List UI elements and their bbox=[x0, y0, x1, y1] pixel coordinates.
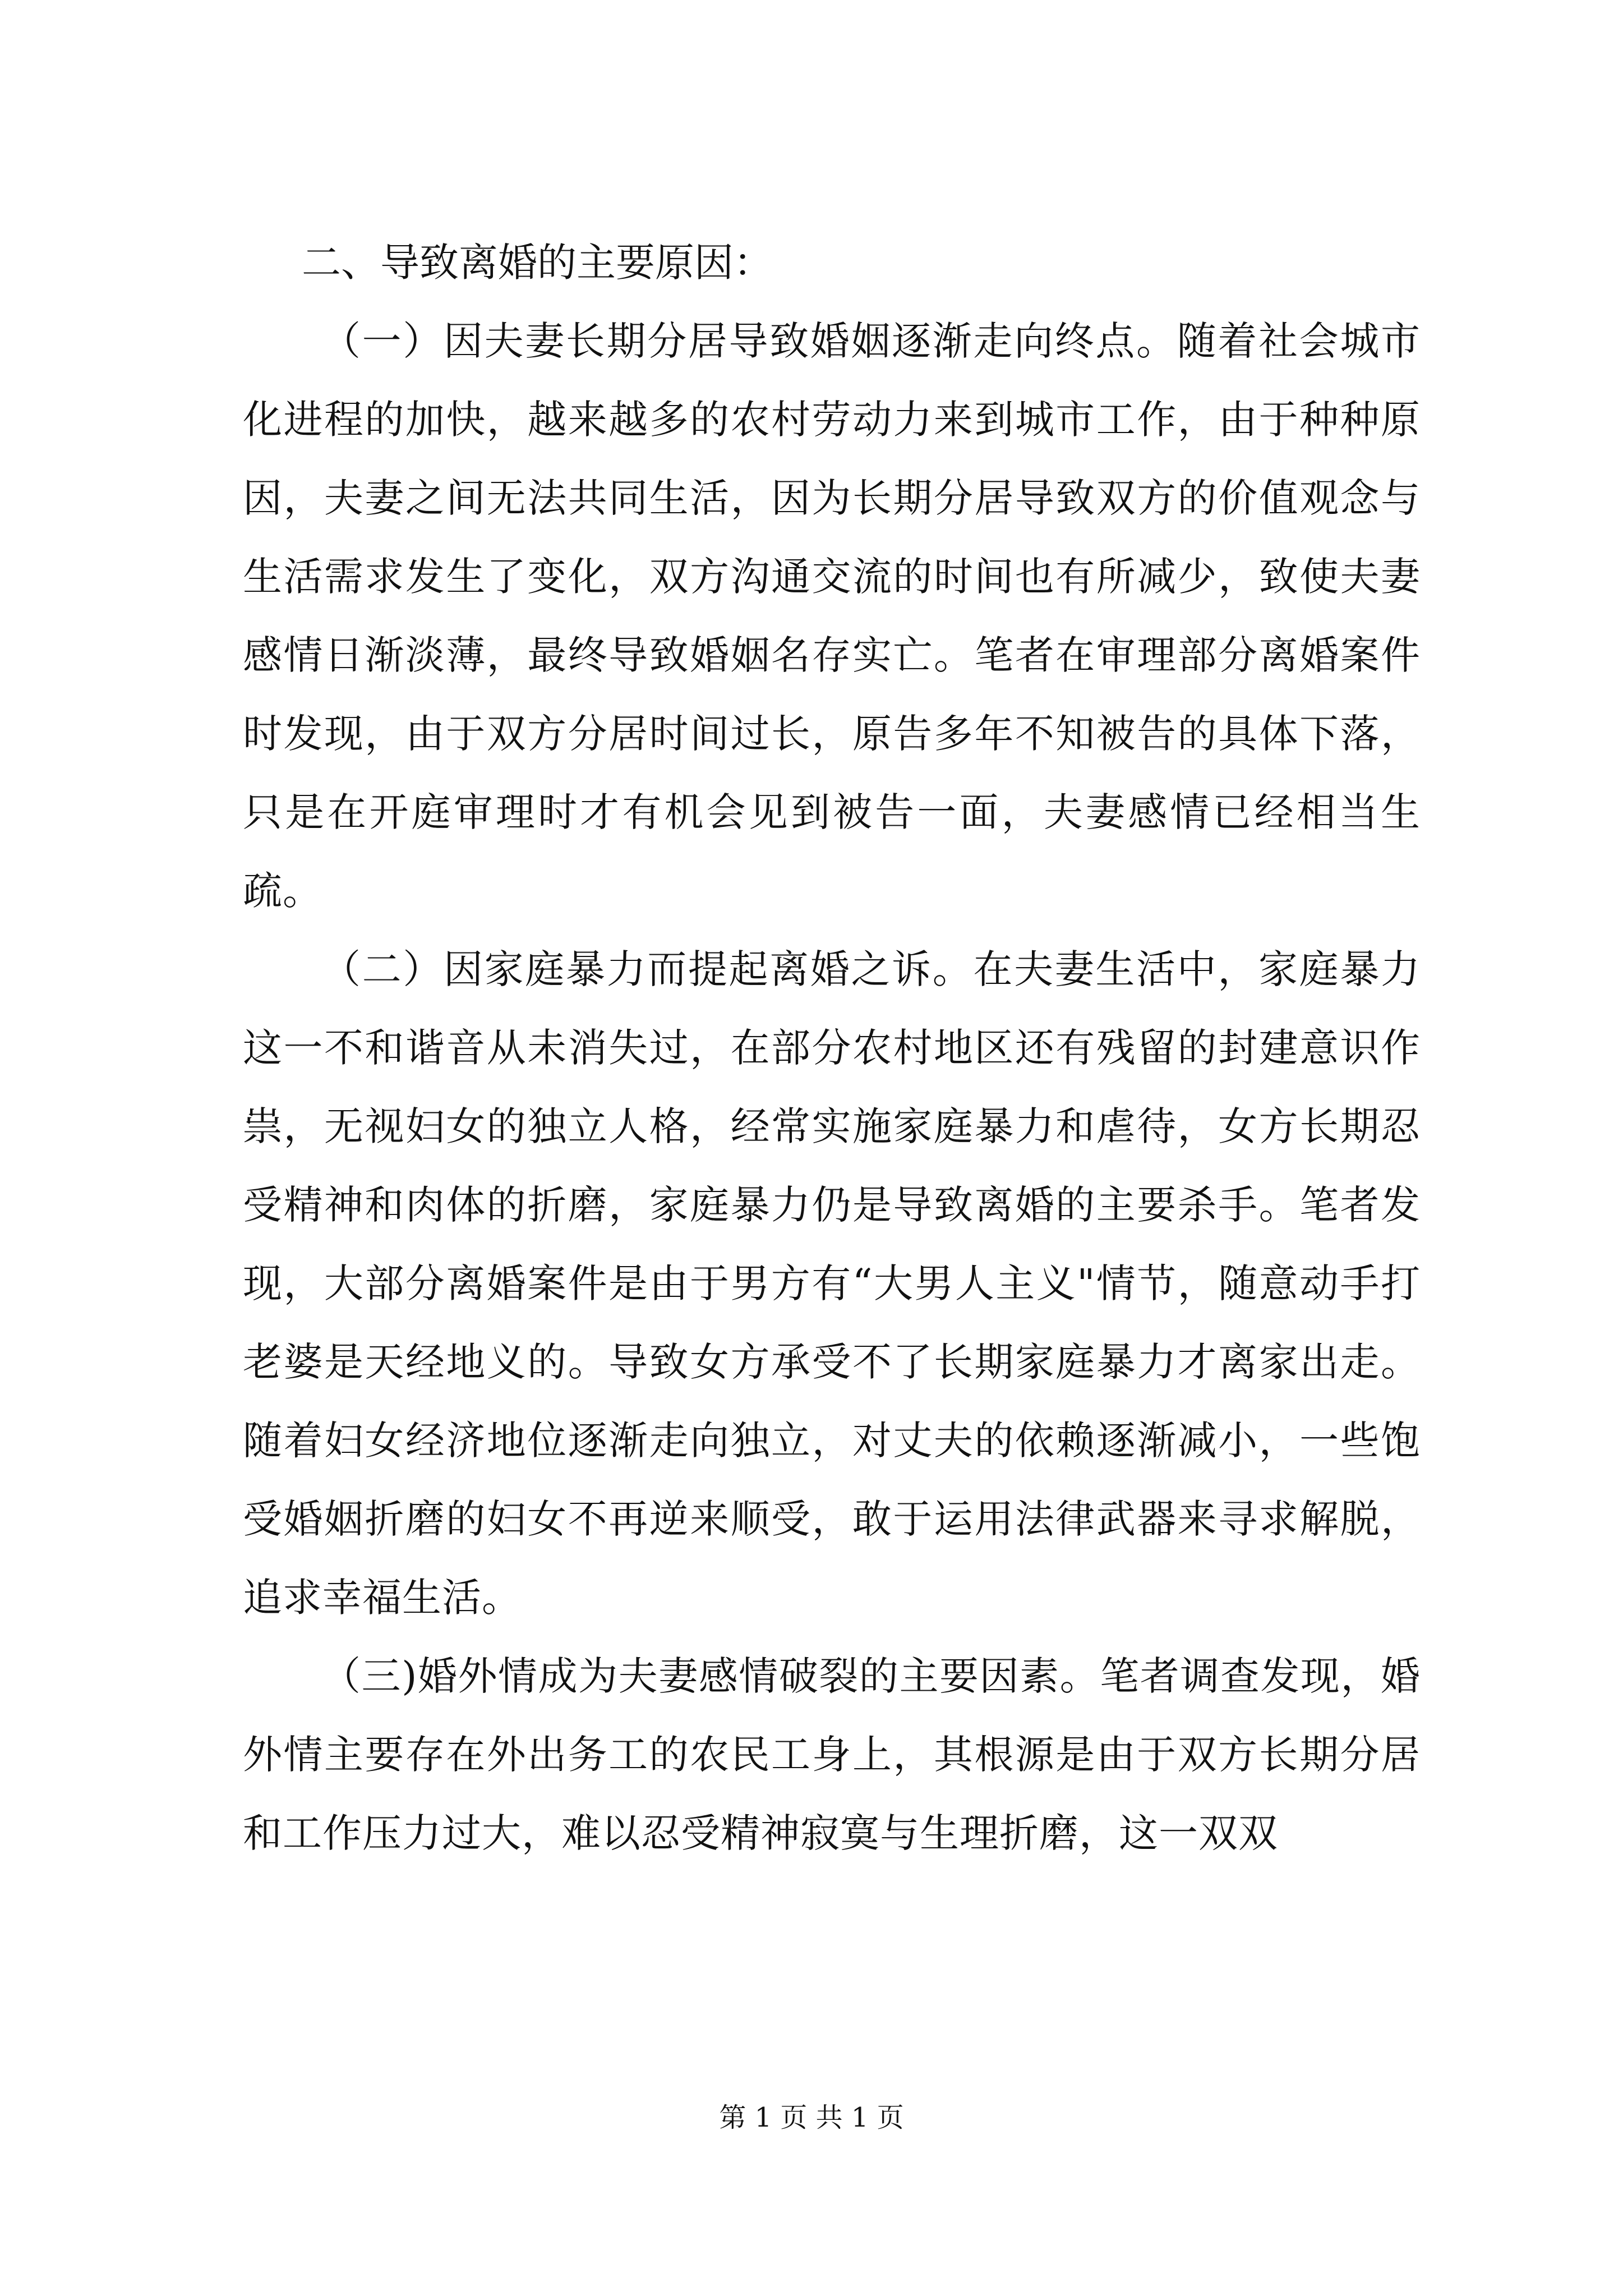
paragraph-domestic-violence: （二）因家庭暴力而提起离婚之诉。在夫妻生活中，家庭暴力这一不和谐音从未消失过，在部分农村地区还有残留的封建意识作祟，无视妇女的独立人格，经常实施家庭暴力和虐待，女方长期忍受精神和肉体的折磨，家庭暴力仍是导致离婚的主要杀手。笔者发现，大部分离婚案件是由于男方有“大男人主义"情节，随意动手打老婆是天经地义的。导致女方承受不了长期家庭暴力才离家出走。随着妇女经济地位逐渐走向独立，对丈夫的依赖逐渐减小，一些饱受婚姻折磨的妇女不再逆来顺受，敢于运用法律武器来寻求解脱，追求幸福生活。 bbox=[243, 946, 1421, 1621]
page-footer: 第 1 页 共 1 页 bbox=[719, 2102, 904, 2133]
document-body bbox=[243, 223, 1421, 1872]
paragraph-extramarital-affair: （三)婚外情成为夫妻感情破裂的主要因素。笔者调查发现，婚外情主要存在外出务工的农民工身上，其根源是由于双方长期分居和工作压力过大，难以忍受精神寂寞与生理折磨，这一双双 bbox=[243, 1653, 1421, 1856]
paragraph-separation: （一）因夫妻长期分居导致婚姻逐渐走向终点。随着社会城市化进程的加快，越来越多的农村劳动力来到城市工作，由于种种原因，夫妻之间无法共同生活，因为长期分居导致双方的价值观念与生活需求发生了变化，双方沟通交流的时间也有所减少，致使夫妻感情日渐淡薄，最终导致婚姻名存实亡。笔者在审理部分离婚案件时发现，由于双方分居时间过长，原告多年不知被告的具体下落，只是在开庭审理时才有机会见到被告一面，夫妻感情已经相当生疏。 bbox=[243, 318, 1421, 914]
section-heading: 二、导致离婚的主要原因： bbox=[302, 240, 773, 286]
